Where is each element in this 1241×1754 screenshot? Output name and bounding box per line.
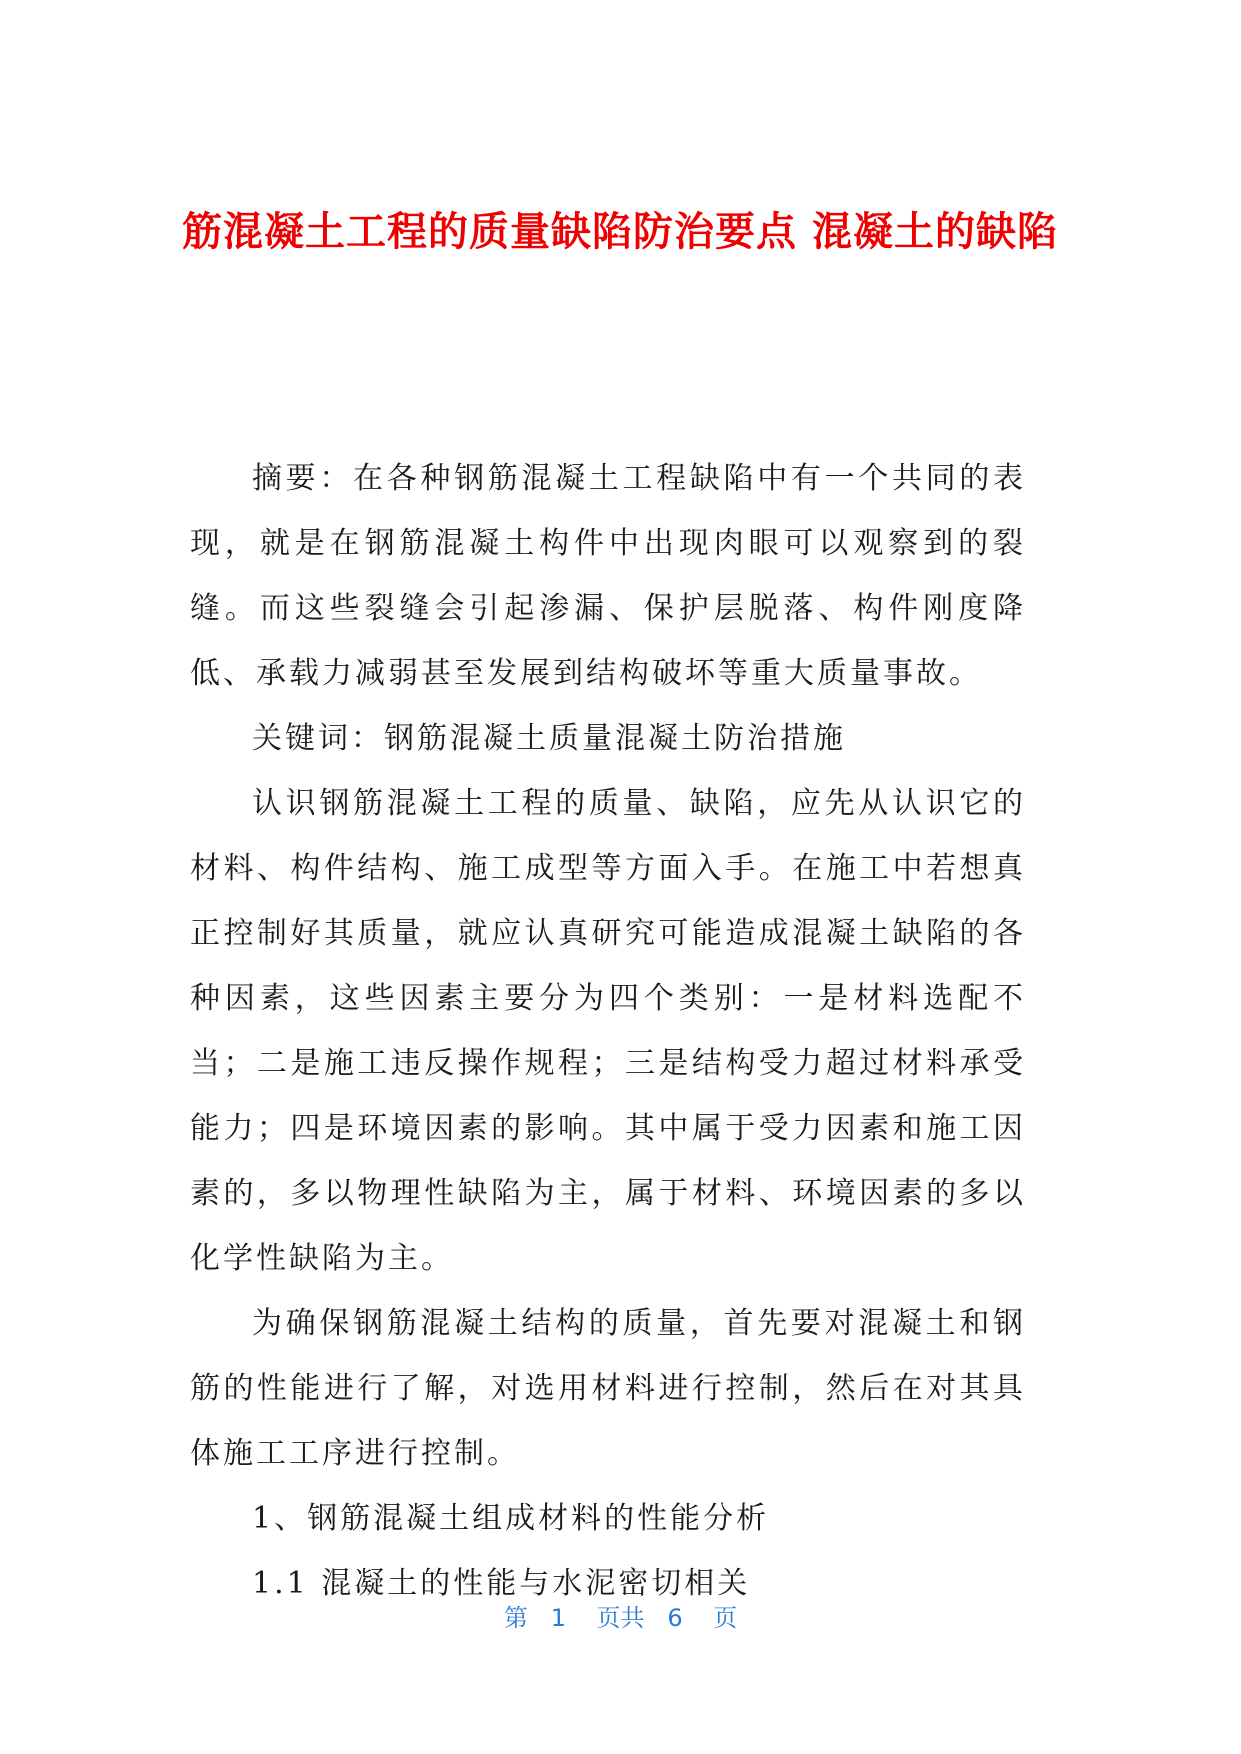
footer-total-label: 页共 <box>596 1604 645 1632</box>
abstract-paragraph: 摘要：在各种钢筋混凝土工程缺陷中有一个共同的表现，就是在钢筋混凝土构件中出现肉眼可以观察到的裂缝。而这些裂缝会引起渗漏、保护层脱落、构件刚度降低、承载力减弱甚至发展到结构破坏等重大质量事故。 <box>190 461 1026 691</box>
footer-suffix: 页 <box>713 1604 738 1632</box>
document-body <box>190 446 1026 1616</box>
body-paragraph: 认识钢筋混凝土工程的质量、缺陷，应先从认识它的材料、构件结构、施工成型等方面入手。在施工中若想真正控制好其质量，就应认真研究可能造成混凝土缺陷的各种因素，这些因素主要分为四个类别：一是材料选配不当；二是施工违反操作规程；三是结构受力超过材料承受能力；四是环境因素的影响。其中属于受力因素和施工因素的，多以物理性缺陷为主，属于材料、环境因素的多以化学性缺陷为主。 <box>190 786 1026 1276</box>
footer-total-pages: 6 <box>667 1604 683 1632</box>
page-footer <box>0 1598 1241 1633</box>
footer-page-label: 第 <box>503 1604 528 1632</box>
body-paragraph: 为确保钢筋混凝土结构的质量，首先要对混凝土和钢筋的性能进行了解，对选用材料进行控制，然后在对其具体施工工序进行控制。 <box>190 1306 1026 1471</box>
footer-page-number: 1 <box>550 1604 566 1632</box>
keywords-paragraph: 关键词：钢筋混凝土质量混凝土防治措施 <box>252 721 846 756</box>
section-heading: 1、钢筋混凝土组成材料的性能分析 <box>252 1501 770 1536</box>
document-title: 筋混凝土工程的质量缺陷防治要点 混凝土的缺陷 <box>182 209 1058 255</box>
subsection-heading: 1.1 混凝土的性能与水泥密切相关 <box>252 1566 751 1601</box>
